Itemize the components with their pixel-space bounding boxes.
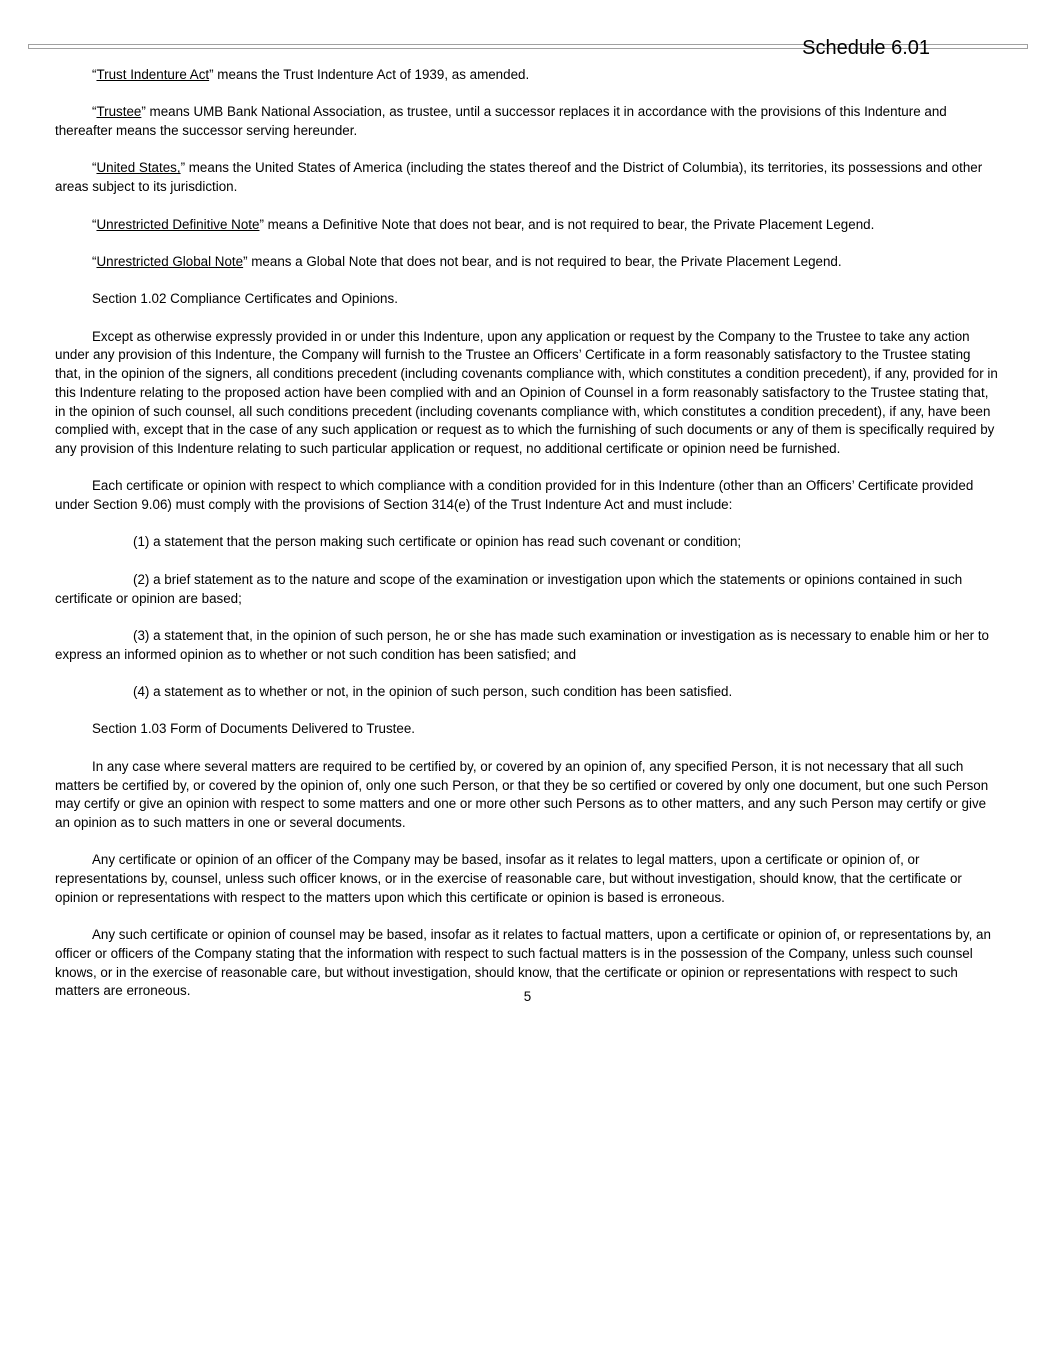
section-1-02-heading: Section 1.02 Compliance Certificates and Opinions. [92,291,398,307]
clause-1: (1) a statement that the person making such certificate or opinion has read such covenant or condition; [133,534,742,550]
page-footer [55,988,1000,1007]
clause-4: (4) a statement as to whether or not, in the opinion of such person, such condition has been satisfied. [133,684,733,700]
schedule-header: Schedule 6.01 [802,37,930,59]
paragraph-officer-certificate-basis: Any certificate or opinion of an officer of the Company may be based, insofar as it relates to legal matters, upon a certificate or opinion of, or representations by, counsel, unless such officer knows, or in the exercise of reasonable care, but without investigation, should know, that the certificate or opinion or representations with respect to the matters upon which this certificate or opinion is based is erroneous. [55,852,962,905]
definition-trustee: “Trustee” means UMB Bank National Association, as trustee, until a successor replaces it in accordance with the provisions of this Indenture and thereafter means the successor serving hereunder. [55,104,947,139]
document-body [55,49,1000,1001]
clause-3: (3) a statement that, in the opinion of such person, he or she has made such examination or investigation as is necessary to enable him or her to express an informed opinion as to whether or not such condition has been satisfied; and [55,627,989,662]
paragraph-officers-certificate-requirement: Except as otherwise expressly provided in or under this Indenture, upon any application or request by the Company to the Trustee to take any action under any provision of this Indenture, the Company will furnish to the Trustee an Officers’ Certificate in a form reasonably satisfactory to the Trustee stating that, in the opinion of the signers, all conditions precedent (including covenants compliance with, which constitutes a condition precedent), if any, provided for in this Indenture relating to the proposed action have been complied with and an Opinion of Counsel in a form reasonably satisfactory to the Trustee stating that, in the opinion of such counsel, all such conditions precedent (including covenants compliance with, which constitutes a condition precedent), if any, have been complied with, except that in the case of any such application or request as to which the furnishing of such documents or any of them is specifically required by any provision of this Indenture relating to such particular application or request, no additional certificate or opinion need be furnished. [55,328,998,456]
definition-trust-indenture-act: “Trust Indenture Act” means the Trust Indenture Act of 1939, as amended. [92,67,530,82]
paragraph-each-certificate-must-include: Each certificate or opinion with respect to which compliance with a condition provided for in this Indenture (other than an Officers’ Certificate provided under Section 9.06) must comply with the provisions of Section 314(e) of the Trust Indenture Act and must include: [55,478,974,513]
definition-unrestricted-global-note: “Unrestricted Global Note” means a Global Note that does not bear, and is not required to bear, the Private Placement Legend. [92,253,842,269]
paragraph-counsel-certificate-basis: Any such certificate or opinion of counsel may be based, insofar as it relates to factual matters, upon a certificate or opinion of, or representations by, an officer or officers of the Company stating that the information with respect to such factual matters is in the possession of the Company, unless such counsel knows, or in the exercise of reasonable care, but without investigation, should know, that the certificate or opinion or representations with respect to such matters are erroneous. [55,927,991,999]
page-number: 5 [523,989,532,1004]
clause-2: (2) a brief statement as to the nature and scope of the examination or investigation upon which the statements or opinions contained in such certificate or opinion are based; [55,571,963,606]
paragraph-several-matters: In any case where several matters are required to be certified by, or covered by an opinion of, any specified Person, it is not necessary that all such matters be certified by, or covered by the opinion of, only one such Person, or that they be so certified or covered by only one document, but one such Person may certify or give an opinion with respect to some matters and one or more other such Persons as to other matters, and any such Person may certify or give an opinion as to such matters in one or several documents. [55,758,989,830]
section-1-03-heading: Section 1.03 Form of Documents Delivered to Trustee. [92,721,416,737]
definition-unrestricted-definitive-note: “Unrestricted Definitive Note” means a Definitive Note that does not bear, and is not required to bear, the Private Placement Legend. [92,216,875,232]
definition-united-states: “United States,” means the United States of America (including the states thereof and the District of Columbia), its territories, its possessions and other areas subject to its jurisdiction. [55,160,983,195]
